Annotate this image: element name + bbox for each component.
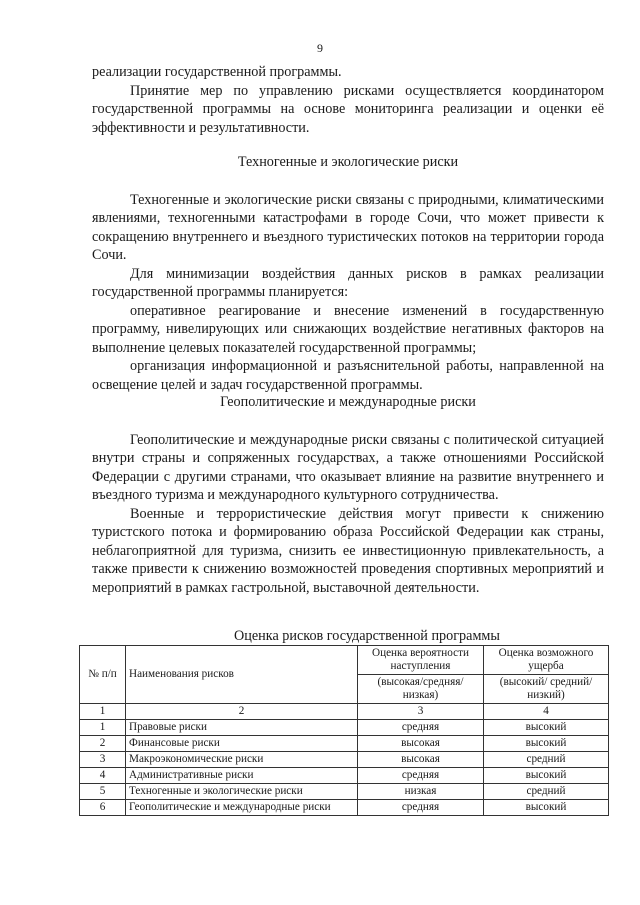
row-damage: высокий <box>484 736 609 752</box>
page-number: 9 <box>317 41 323 55</box>
table-row <box>80 752 609 768</box>
section-heading: Геополитические и международные риски <box>220 394 476 410</box>
risk-table <box>79 645 609 816</box>
row-probability: высокая <box>358 752 484 768</box>
header-damage: Оценка возможного ущерба <box>484 646 609 675</box>
row-num: 6 <box>80 800 126 816</box>
header-num: № п/п <box>80 646 126 704</box>
paragraph: Для минимизации воздействия данных рисков в рамках реализации государственной программы планируется: <box>92 265 604 300</box>
row-num: 2 <box>80 736 126 752</box>
row-probability: высокая <box>358 736 484 752</box>
row-damage: высокий <box>484 800 609 816</box>
row-probability: средняя <box>358 768 484 784</box>
header-probability: Оценка вероятности наступления <box>358 646 484 675</box>
header-probability-scale: (высокая/средняя/ низкая) <box>358 675 484 704</box>
index-cell: 4 <box>484 704 609 720</box>
row-name: Геополитические и международные риски <box>126 800 358 816</box>
row-probability: средняя <box>358 800 484 816</box>
row-damage: средний <box>484 752 609 768</box>
paragraph: Военные и террористические действия могут привести к снижению туристского потока и формированию образа Российской Федерации как страны, неблагоприятной для туризма, снизить ее инвестиционную привлекательность, а также привести к снижению возможностей проведения спортивных мероприятий и мероприятий в рамках гастрольной, выставочной деятельности. <box>92 505 604 596</box>
row-num: 4 <box>80 768 126 784</box>
intro-paragraph: Принятие мер по управлению рисками осуществляется координатором государственной программы на основе мониторинга реализации и оценки её эффективности и результативности. <box>92 82 604 136</box>
table-index-row <box>80 704 609 720</box>
row-name: Финансовые риски <box>126 736 358 752</box>
row-num: 1 <box>80 720 126 736</box>
section-heading: Техногенные и экологические риски <box>237 154 459 170</box>
table-row <box>80 720 609 736</box>
row-num: 5 <box>80 784 126 800</box>
paragraph: Геополитические и международные риски связаны с политической ситуацией внутри страны и сопряженных государствах, а также отношениями Российской Федерации с другими странами, что оказывает влияние на развитие внутреннего и въездного туризма и международного культурного сотрудничества. <box>92 431 604 503</box>
header-damage-scale: (высокий/ средний/ низкий) <box>484 675 609 704</box>
index-cell: 2 <box>126 704 358 720</box>
row-name: Техногенные и экологические риски <box>126 784 358 800</box>
paragraph: Техногенные и экологические риски связаны с природными, климатическими явлениями, техногенными катастрофами в городе Сочи, что может привести к сокращению внутреннего и въездного туристических потоков на территории города Сочи. <box>92 191 604 263</box>
row-probability: средняя <box>358 720 484 736</box>
row-num: 3 <box>80 752 126 768</box>
table-row <box>80 768 609 784</box>
table-row <box>80 736 609 752</box>
intro-block <box>92 63 604 137</box>
table-row <box>80 800 609 816</box>
table-row <box>80 784 609 800</box>
header-name: Наименования рисков <box>126 646 358 704</box>
paragraph: организация информационной и разъяснительной работы, направленной на освещение целей и задач государственной программы. <box>92 358 604 393</box>
row-name: Административные риски <box>126 768 358 784</box>
row-name: Макроэкономические риски <box>126 752 358 768</box>
table-caption: Оценка рисков государственной программы <box>234 628 500 644</box>
index-cell: 3 <box>358 704 484 720</box>
row-name: Правовые риски <box>126 720 358 736</box>
index-cell: 1 <box>80 704 126 720</box>
paragraph: оперативное реагирование и внесение изменений в государственную программу, нивелирующих или снижающих воздействие негативных факторов на выполнение целевых показателей государственной программы; <box>92 302 604 356</box>
row-damage: высокий <box>484 768 609 784</box>
section-technogenic <box>92 153 604 394</box>
intro-line: реализации государственной программы. <box>92 64 342 80</box>
row-damage: высокий <box>484 720 609 736</box>
row-probability: низкая <box>358 784 484 800</box>
section-geopolitical <box>92 393 604 597</box>
table-header-row <box>80 646 609 675</box>
row-damage: средний <box>484 784 609 800</box>
